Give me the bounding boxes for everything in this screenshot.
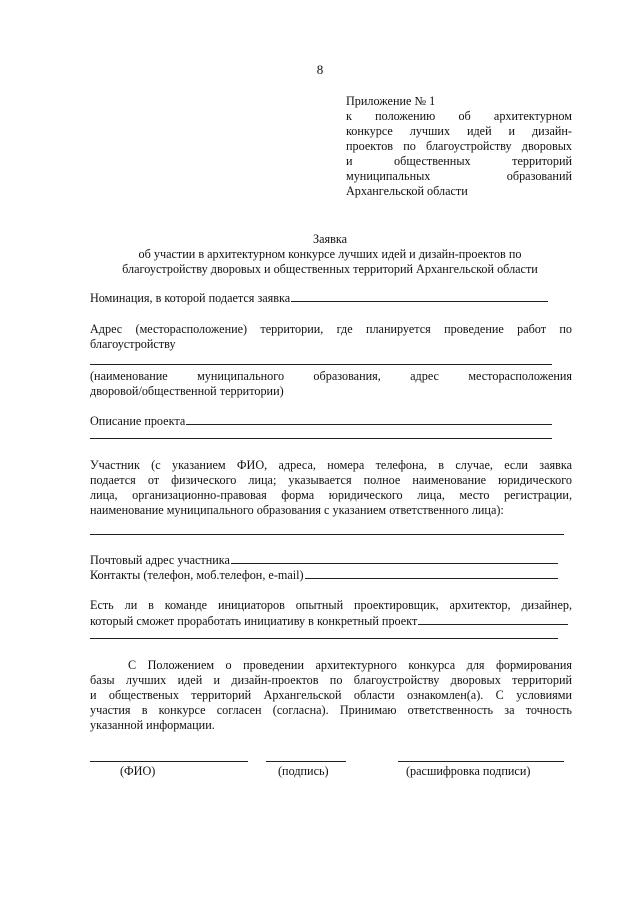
address-label-line: благоустройству (90, 337, 176, 351)
address-hint-line: (наименование муниципального образования, адрес месторасположения (90, 369, 572, 383)
description-field[interactable] (90, 413, 552, 429)
team-input-line-2[interactable] (90, 638, 558, 639)
appendix-line: и общественных территорий (346, 154, 572, 168)
page-number: 8 (316, 62, 324, 77)
participant-input-line[interactable] (90, 534, 564, 535)
form-title: Заявка (312, 232, 348, 246)
contacts-field[interactable] (90, 567, 558, 583)
participant-block (90, 458, 572, 518)
decoding-caption: (расшифровка подписи) (406, 764, 531, 778)
team-question-line: Есть ли в команде инициаторов опытный проектировщик, архитектор, дизайнер, (90, 598, 572, 612)
contacts-label: Контакты (телефон, моб.телефон, e-mail) (90, 568, 304, 582)
fio-caption: (ФИО) (120, 764, 156, 778)
description-label: Описание проекта (90, 414, 186, 428)
postal-label: Почтовый адрес участника (90, 553, 230, 567)
address-hint-line: дворовой/общественной территории) (90, 384, 284, 398)
agreement-line: указанной информации. (90, 718, 215, 732)
contacts-input-line[interactable] (305, 567, 558, 579)
participant-line: наименование муниципального образования с указанием ответственного лица): (90, 503, 504, 517)
agreement-line: участия в конкурсе согласен (согласна). Принимаю ответственность за точность (90, 703, 572, 717)
team-question-line: который сможет проработать инициативу в конкретный проект (90, 614, 418, 628)
postal-field[interactable] (90, 552, 558, 568)
nomination-field[interactable] (90, 290, 548, 306)
appendix-header (346, 94, 572, 199)
address-label-line: Адрес (месторасположение) территории, где планируется проведение работ по (90, 322, 572, 336)
participant-line: лица, организационно-правовая форма юридического лица, место регистрации, (90, 488, 572, 502)
participant-line: Участник (с указанием ФИО, адреса, номера телефона, в случае, если заявка (90, 458, 572, 472)
description-input-line[interactable] (186, 413, 552, 425)
team-field[interactable] (90, 613, 568, 629)
appendix-line: конкурсе лучших идей и дизайн- (346, 124, 572, 138)
signature-caption: (подпись) (278, 764, 329, 778)
address-input-line[interactable] (90, 364, 552, 365)
signature-input-line[interactable] (266, 761, 346, 762)
appendix-line: Приложение № 1 (346, 94, 436, 108)
agreement-line: и общественых территорий Архангельской области ознакомлен(а). С условиями (90, 688, 572, 702)
appendix-line: проектов по благоустройству дворовых (346, 139, 572, 153)
form-subtitle-line: об участии в архитектурном конкурсе лучших идей и дизайн-проектов по (138, 247, 522, 261)
form-subtitle-line: благоустройству дворовых и общественных территорий Архангельской области (122, 262, 538, 276)
agreement-block (90, 658, 572, 733)
agreement-line: базы лучших идей и дизайн-проектов по благоустройству дворовых территорий (90, 673, 572, 687)
agreement-line: С Положением о проведении архитектурного конкурса для формирования (128, 658, 572, 672)
appendix-line: Архангельской области (346, 184, 468, 198)
description-input-line-2[interactable] (90, 438, 552, 439)
appendix-line: муниципальных образований (346, 169, 572, 183)
postal-input-line[interactable] (231, 552, 558, 564)
fio-input-line[interactable] (90, 761, 248, 762)
appendix-line: к положению об архитектурном (346, 109, 572, 123)
decoding-input-line[interactable] (398, 761, 564, 762)
nomination-label: Номинация, в которой подается заявка (90, 291, 291, 305)
team-input-line[interactable] (418, 613, 568, 625)
form-title-block (70, 232, 590, 277)
participant-line: подается от физического лица; указывается полное наименование юридического (90, 473, 572, 487)
nomination-input-line[interactable] (291, 290, 548, 302)
